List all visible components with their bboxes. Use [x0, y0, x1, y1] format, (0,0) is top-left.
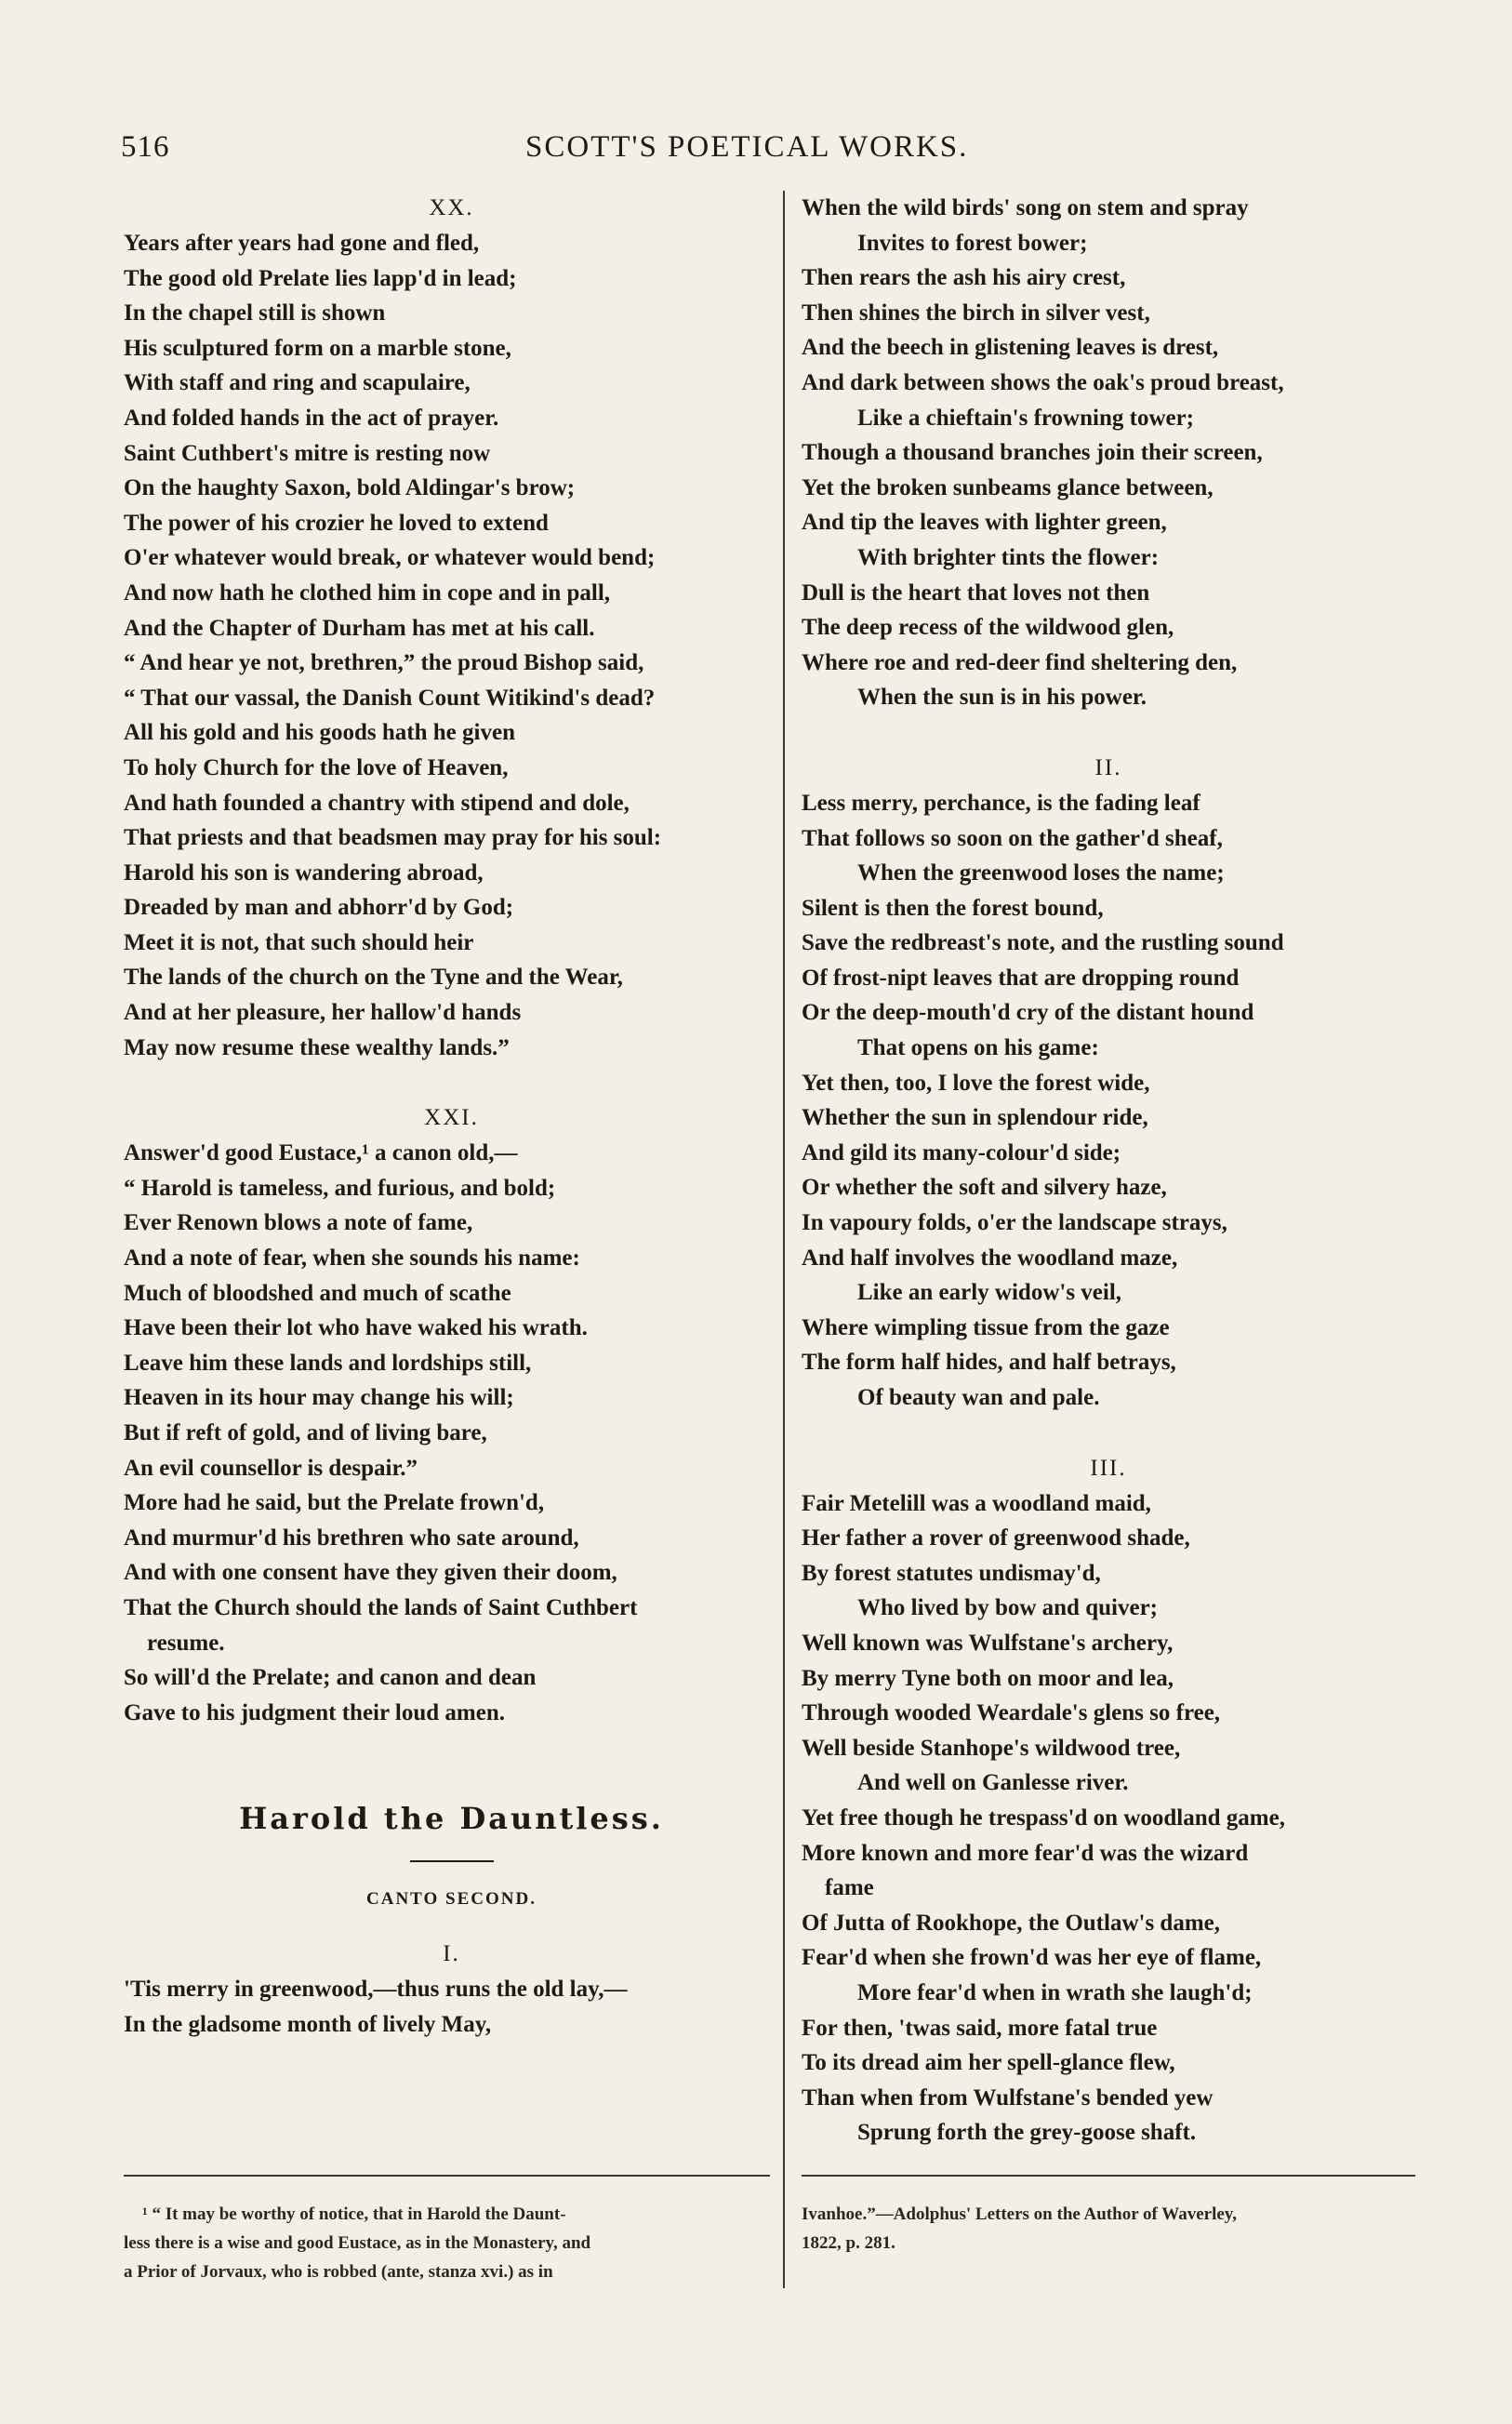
verse-line: Well beside Stanhope's wildwood tree,: [802, 1735, 1181, 1761]
column-divider: [783, 191, 785, 2288]
verse-line: His sculptured form on a marble stone,: [124, 335, 511, 361]
verse-line: In the gladsome month of lively May,: [124, 2011, 492, 2037]
verse-line: And with one consent have they given their doom,: [124, 1560, 617, 1586]
stanza-xx: [124, 226, 779, 1065]
title-rule: [410, 1860, 494, 1862]
verse-line: And folded hands in the act of prayer.: [124, 405, 499, 431]
verse-line-continuation: fame: [825, 1875, 874, 1901]
verse-line: All his gold and his goods hath he given: [124, 720, 515, 746]
verse-line: But if reft of gold, and of living bare,: [124, 1420, 487, 1445]
stanza-number-xxi: XXI.: [424, 1105, 479, 1131]
verse-line: That opens on his game:: [857, 1035, 1099, 1061]
verse-line: The lands of the church on the Tyne and the Wear,: [124, 965, 623, 991]
verse-line: And a note of fear, when she sounds his name:: [124, 1245, 580, 1272]
verse-line-continuation: resume.: [147, 1630, 225, 1656]
verse-line: When the sun is in his power.: [857, 685, 1147, 711]
verse-line: Where wimpling tissue from the gaze: [802, 1314, 1170, 1340]
verse-line: And half involves the woodland maze,: [802, 1245, 1178, 1271]
verse-line: Dreaded by man and abhorr'd by God;: [124, 895, 514, 921]
verse-line: The good old Prelate lies lapp'd in lead;: [124, 265, 517, 291]
verse-line: The deep recess of the wildwood glen,: [802, 615, 1174, 641]
stanza-ii: [802, 786, 1415, 1416]
page-header: [121, 130, 1032, 177]
stanza-i-continued: [802, 191, 1415, 715]
footnote-right: [802, 2200, 1415, 2258]
verse-line: Ever Renown blows a note of fame,: [124, 1210, 473, 1236]
verse-line: An evil counsellor is despair.”: [124, 1455, 418, 1481]
verse-line: Invites to forest bower;: [857, 230, 1088, 256]
verse-line: That priests and that beadsmen may pray for his soul:: [124, 825, 662, 851]
verse-line: The form half hides, and half betrays,: [802, 1350, 1176, 1376]
verse-line: Gave to his judgment their loud amen.: [124, 1699, 505, 1725]
verse-line: Fair Metelill was a woodland maid,: [802, 1490, 1151, 1516]
verse-line: Much of bloodshed and much of scathe: [124, 1280, 511, 1306]
verse-line: More had he said, but the Prelate frown'd,: [124, 1490, 545, 1516]
verse-line: Or whether the soft and silvery haze,: [802, 1175, 1167, 1201]
verse-line: Than when from Wulfstane's bended yew: [802, 2084, 1214, 2111]
canto-heading: [124, 1795, 779, 1918]
running-head: SCOTT'S POETICAL WORKS.: [525, 130, 969, 164]
footnote-left: [124, 2200, 775, 2286]
footnote-line: Ivanhoe.”—Adolphus' Letters on the Author of Waverley,: [802, 2204, 1238, 2224]
verse-line: Whether the sun in splendour ride,: [802, 1105, 1148, 1131]
verse-line: That the Church should the lands of Saint Cuthbert: [124, 1594, 638, 1620]
verse-line: Or the deep-mouth'd cry of the distant hound: [802, 1000, 1254, 1026]
verse-line: To holy Church for the love of Heaven,: [124, 754, 509, 780]
verse-line: “ Harold is tameless, and furious, and bold;: [124, 1175, 556, 1201]
verse-line: And the beech in glistening leaves is drest,: [802, 335, 1219, 361]
canto-title: Harold the Dauntless.: [239, 1801, 664, 1837]
verse-line: Then shines the birch in silver vest,: [802, 300, 1150, 326]
verse-line: More known and more fear'd was the wizard: [802, 1840, 1249, 1866]
verse-line: Silent is then the forest bound,: [802, 895, 1104, 921]
verse-line: And murmur'd his brethren who sate around,: [124, 1525, 579, 1551]
verse-line: Through wooded Weardale's glens so free,: [802, 1700, 1221, 1726]
verse-line: Yet the broken sunbeams glance between,: [802, 474, 1214, 500]
verse-line: “ And hear ye not, brethren,” the proud Bishop said,: [124, 650, 644, 676]
stanza-number-xx: XX.: [429, 195, 474, 220]
verse-line: Well known was Wulfstane's archery,: [802, 1630, 1174, 1656]
verse-line: Though a thousand branches join their screen,: [802, 440, 1263, 466]
verse-line: That follows so soon on the gather'd sheaf,: [802, 825, 1223, 851]
verse-line: The power of his crozier he loved to extend: [124, 510, 549, 536]
verse-line: When the greenwood loses the name;: [857, 860, 1225, 886]
left-column: [124, 191, 779, 2043]
verse-line: And dark between shows the oak's proud breast,: [802, 369, 1284, 395]
footnote-rule: [124, 2175, 770, 2177]
verse-line: Heaven in its hour may change his will;: [124, 1385, 514, 1411]
verse-line: In vapoury folds, o'er the landscape strays,: [802, 1210, 1227, 1236]
verse-line: And at her pleasure, her hallow'd hands: [124, 1000, 522, 1026]
verse-line: Meet it is not, that such should heir: [124, 929, 474, 955]
stanza-number-iii: III.: [1090, 1455, 1127, 1481]
verse-line: And hath founded a chantry with stipend and dole,: [124, 790, 630, 816]
verse-line: 'Tis merry in greenwood,—thus runs the old lay,—: [124, 1977, 628, 2003]
stanza-i: [124, 1972, 779, 2042]
stanza-xxi: [124, 1136, 779, 1730]
verse-line: Leave him these lands and lordships still,: [124, 1350, 532, 1376]
verse-line: For then, 'twas said, more fatal true: [802, 2015, 1158, 2041]
stanza-number-ii: II.: [1094, 754, 1122, 780]
verse-line: And gild its many-colour'd side;: [802, 1139, 1121, 1165]
verse-line: Yet free though he trespass'd on woodland game,: [802, 1805, 1285, 1831]
verse-line: Dull is the heart that loves not then: [802, 579, 1150, 606]
stanza-iii: [802, 1486, 1415, 2151]
verse-line: O'er whatever would break, or whatever would bend;: [124, 545, 656, 571]
verse-line: Fear'd when she frown'd was her eye of flame,: [802, 1945, 1262, 1971]
right-column: [802, 191, 1415, 2151]
verse-line: Less merry, perchance, is the fading leaf: [802, 790, 1200, 816]
footnote-line: a Prior of Jorvaux, who is robbed (ante, stanza xvi.) as in: [124, 2262, 553, 2282]
verse-line: Sprung forth the grey-goose shaft.: [857, 2120, 1197, 2146]
verse-line: Have been their lot who have waked his wrath.: [124, 1315, 588, 1341]
verse-line: And now hath he clothed him in cope and in pall,: [124, 579, 611, 606]
verse-line: On the haughty Saxon, bold Aldingar's brow;: [124, 475, 576, 501]
footnote-rule: [802, 2175, 1415, 2177]
verse-line: Of beauty wan and pale.: [857, 1385, 1100, 1410]
verse-line: And well on Ganlesse river.: [857, 1770, 1129, 1796]
verse-line: “ That our vassal, the Danish Count Witikind's dead?: [124, 685, 656, 711]
verse-line: With staff and ring and scapulaire,: [124, 370, 471, 396]
page-number: 516: [121, 130, 170, 164]
verse-line: And the Chapter of Durham has met at his call.: [124, 615, 595, 641]
verse-line: When the wild birds' song on stem and spray: [802, 195, 1249, 220]
verse-line: Who lived by bow and quiver;: [857, 1595, 1158, 1621]
verse-line: Save the redbreast's note, and the rustling sound: [802, 930, 1284, 956]
verse-line: By forest statutes undismay'd,: [802, 1560, 1101, 1586]
footnote-line: 1822, p. 281.: [802, 2233, 895, 2253]
footnote-line: less there is a wise and good Eustace, as in the Monastery, and: [124, 2233, 591, 2253]
verse-line: Yet then, too, I love the forest wide,: [802, 1070, 1150, 1096]
verse-line: May now resume these wealthy lands.”: [124, 1034, 510, 1060]
verse-line: Like an early widow's veil,: [857, 1280, 1122, 1306]
verse-line: To its dread aim her spell-glance flew,: [802, 2050, 1175, 2076]
verse-line: With brighter tints the flower:: [857, 544, 1160, 570]
verse-line: Then rears the ash his airy crest,: [802, 265, 1126, 291]
verse-line: By merry Tyne both on moor and lea,: [802, 1665, 1174, 1691]
canto-subtitle: CANTO SECOND.: [366, 1889, 537, 1910]
verse-line: Harold his son is wandering abroad,: [124, 859, 484, 886]
verse-line: Where roe and red-deer find sheltering den,: [802, 649, 1238, 675]
verse-line: Like a chieftain's frowning tower;: [857, 405, 1195, 431]
footnote-line: ¹ “ It may be worthy of notice, that in Harold the Daunt-: [142, 2204, 566, 2224]
verse-line: And tip the leaves with lighter green,: [802, 510, 1167, 536]
verse-line: Years after years had gone and fled,: [124, 231, 480, 256]
verse-line: Her father a rover of greenwood shade,: [802, 1525, 1190, 1552]
verse-line: More fear'd when in wrath she laugh'd;: [857, 1979, 1253, 2005]
stanza-number-i: I.: [443, 1941, 460, 1967]
verse-line: In the chapel still is shown: [124, 300, 386, 326]
verse-line: So will'd the Prelate; and canon and dean: [124, 1665, 537, 1691]
verse-line: Of frost-nipt leaves that are dropping round: [802, 965, 1240, 991]
verse-line: Answer'd good Eustace,¹ a canon old,—: [124, 1140, 518, 1166]
verse-line: Of Jutta of Rookhope, the Outlaw's dame,: [802, 1910, 1221, 1936]
verse-line: Saint Cuthbert's mitre is resting now: [124, 440, 491, 466]
